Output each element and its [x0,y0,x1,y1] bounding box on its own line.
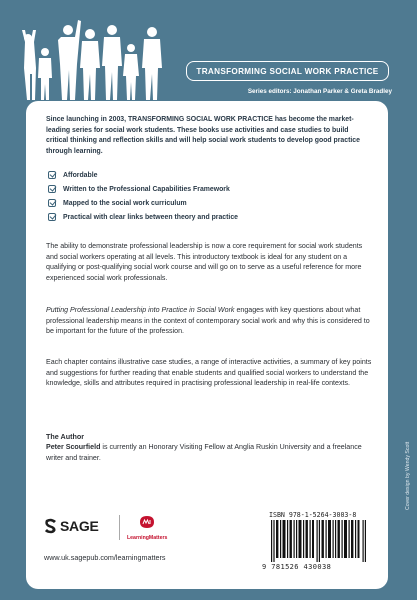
feature-label: Mapped to the social work curriculum [63,199,187,207]
series-title-box [186,61,389,81]
series-title: TRANSFORMING SOCIAL WORK PRACTICE [196,66,379,76]
series-intro-text: Since launching in 2003, TRANSFORMING SOCIAL WORK PRACTICE has become the market-leading series for social work students. These books use activities and case studies to build critical thinking and reflection skills and will help social work students to develop good practice through learning. [46,116,360,155]
description-paragraph-3: Each chapter contains illustrative case studies, a range of interactive activities, a summary of key points and suggestions for further reading that enable students and qualified social workers to understand the knowledge, skills and attributes required in practising professional leadership in real-life contexts. [46,358,372,387]
author-bio [46,442,372,463]
checkbox-tick-icon [48,185,56,193]
author-heading: The Author [46,432,85,441]
sage-logo [44,518,98,534]
barcode-image [271,520,366,562]
author-name: Peter Scourfield [46,443,101,451]
feature-item [48,196,238,210]
description-paragraph-1: The ability to demonstrate professional leadership is now a core requirement for social work students and social workers operating at all levels. This introductory textbook is ideal for any student on a qualifying or post-qualifying social work course and will go on to serve as a useful reference for more experienced social work professionals. [46,242,363,282]
feature-item [48,182,238,196]
sage-mark-icon [44,518,58,534]
checkbox-tick-icon [48,171,56,179]
isbn-label: ISBN 978-1-5264-3003-8 [269,511,357,519]
feature-label: Practical with clear links between theory and practice [63,213,239,221]
feature-label: Affordable [63,171,98,179]
feature-item [48,210,238,224]
cover-design-credit: Cover design by Wendy Scott [405,441,411,510]
learning-matters-wordmark: LearningMatters [127,535,168,541]
series-editors: Series editors: Jonathan Parker & Greta Bradley [247,88,392,95]
checkbox-tick-icon [48,199,56,207]
feature-label: Written to the Professional Capabilities Framework [63,185,230,193]
learning-matters-mark-icon [139,515,155,529]
sage-wordmark: SAGE [60,518,99,534]
book-title: Putting Professional Leadership into Practice in Social Work [46,306,235,314]
logo-divider [119,515,120,540]
barcode-number: 9 781526 430038 [262,563,332,571]
publisher-website: www.uk.sagepub.com/learningmatters [44,553,166,562]
author-bio-text: is currently an Honorary Visiting Fellow at Anglia Ruskin University and a freelance writer and trainer. [46,443,362,462]
feature-item [48,168,238,182]
checkbox-tick-icon [48,213,56,221]
content-panel [26,101,388,589]
learning-matters-logo [127,515,167,541]
description-paragraph-2 [46,305,372,337]
feature-list [48,168,238,224]
description-paragraph-2-text: engages with key questions about what professional leadership means in the context of contemporary social work and why this is considered to be important for the future of the profession. [46,306,370,335]
